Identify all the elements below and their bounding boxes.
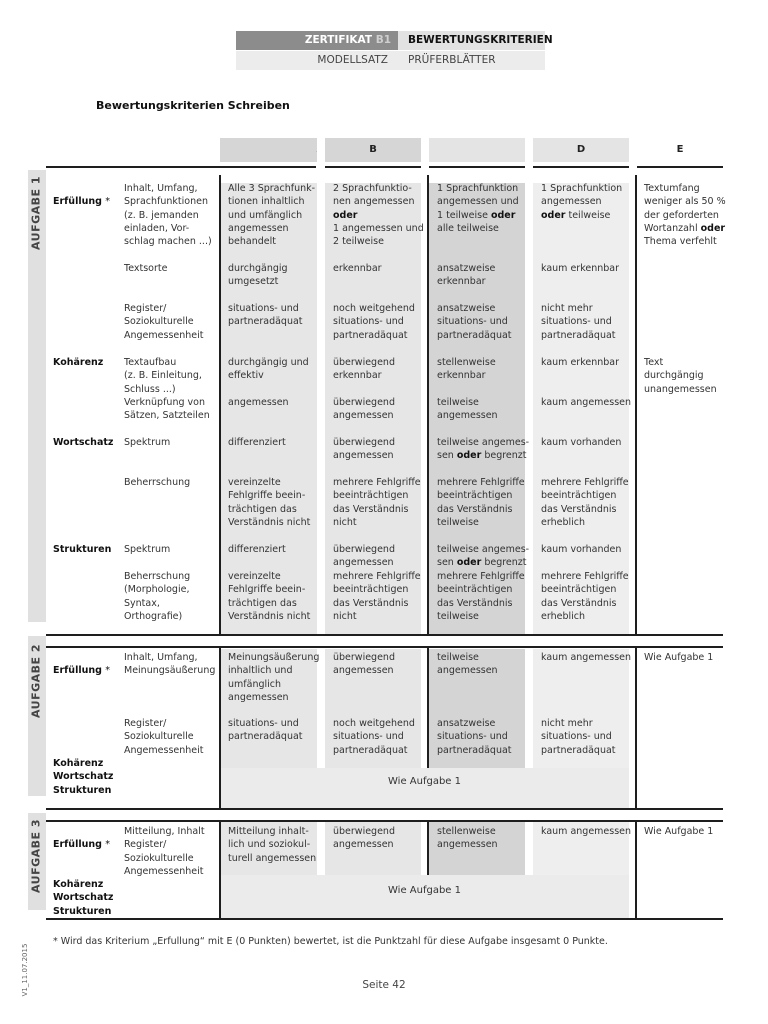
a2-inhalt-label: Inhalt, Umfang, Meinungsäußerung (124, 652, 216, 677)
rule-a3-top (46, 820, 723, 822)
a1-register-a: situations- und partneradäquat (228, 303, 303, 328)
a1-st-spektrum-a: differenziert (228, 544, 286, 555)
a1-st-beherrschung-b: mehrere Fehlgriffe beeinträchtigen das Verständnis nicht (333, 571, 421, 622)
criterion-kohaerenz: Kohärenz (53, 357, 104, 368)
a1-st-spektrum-d: kaum vorhanden (541, 544, 622, 555)
a1-textsorte-a: durchgängig umgesetzt (228, 263, 288, 288)
a1-erfuellung-inhalt-d: 1 Sprachfunktion angemessen oder teilweise (541, 183, 623, 221)
a1-st-spektrum-b: überwiegend angemessen (333, 544, 395, 569)
a1-erfuellung-inhalt-c: 1 Sprachfunktion angemessen und 1 teilweise oder alle teilweise (437, 183, 519, 234)
a2-wie-aufgabe-1: Wie Aufgabe 1 (388, 776, 461, 787)
a2-inhalt-a: Meinungsäußerung inhaltlich und umfänglich angemessen (228, 652, 320, 703)
a1-st-beherrschung-c: mehrere Fehlgriffe beeinträchtigen das Verständnis teilweise (437, 571, 525, 622)
a2-criterion-erfuellung: Erfüllung * (53, 665, 110, 677)
a2-register-label: Register/ Soziokulturelle Angemessenheit (124, 718, 204, 756)
a1-st-beherrschung-d: mehrere Fehlgriffe beeinträchtigen das Verständnis erheblich (541, 571, 629, 622)
a1-ws-beherrschung-b: mehrere Fehlgriffe beeinträchtigen das Verständnis nicht (333, 477, 421, 528)
a3-mitteilung-e: Wie Aufgabe 1 (644, 826, 714, 837)
a1-register-c: ansatzweise situations- und partneradäquat (437, 303, 512, 341)
a1-ws-beherrschung-a: vereinzelte Fehlgriffe beein- trächtigen das Verständnis nicht (228, 477, 311, 528)
column-header-d: D (533, 138, 629, 162)
a1-verknuepfung-d: kaum angemessen (541, 397, 632, 408)
a3-rest-criteria: Kohärenz Wortschatz Strukturen (53, 879, 114, 917)
a2-inhalt-e: Wie Aufgabe 1 (644, 652, 714, 663)
page-number: Seite 42 (362, 979, 406, 991)
rule-a2-top (46, 646, 723, 648)
aufgabe3-label: AUFGABE 3 (29, 818, 43, 894)
a1-st-beherrschung-a: vereinzelte Fehlgriffe beein- trächtigen das Verständnis nicht (228, 571, 311, 622)
a2-register-a: situations- und partneradäquat (228, 718, 303, 743)
aufgabe2-label: AUFGABE 2 (29, 643, 43, 719)
a1-erfuellung-inhalt-label: Inhalt, Umfang, Sprachfunktionen (z. B. jemanden einladen, Vor- schlag machen ...) (124, 183, 212, 248)
a1-ws-beherrschung-c: mehrere Fehlgriffe beeinträchtigen das Verständnis teilweise (437, 477, 525, 528)
a1-verknuepfung-label: Verknüpfung von Sätzen, Satzteilen (124, 397, 210, 422)
a1-textsorte-d: kaum erkennbar (541, 263, 620, 274)
a1-st-spektrum-label: Spektrum (124, 544, 171, 555)
a1-ws-spektrum-c: teilweise angemes- sen oder begrenzt (437, 437, 530, 462)
criterion-wortschatz: Wortschatz (53, 437, 114, 448)
a1-verknuepfung-b: überwiegend angemessen (333, 397, 395, 422)
header-prueferblaetter: PRÜFERBLÄTTER (398, 51, 545, 70)
a2-rest-criteria: Kohärenz Wortschatz Strukturen (53, 758, 114, 796)
a1-textaufbau-b: überwiegend erkennbar (333, 357, 395, 382)
a1-register-label: Register/ Soziokulturelle Angemessenheit (124, 303, 204, 341)
a1-textaufbau-d: kaum erkennbar (541, 357, 620, 368)
a3-mitteilung-a: Mitteilung inhalt- lich und soziokul- turell angemessen (228, 826, 317, 864)
a1-ws-spektrum-d: kaum vorhanden (541, 437, 622, 448)
criterion-erfuellung: Erfüllung * (53, 196, 110, 208)
a1-textsorte-b: erkennbar (333, 263, 382, 274)
column-header-b: B (325, 138, 421, 162)
rule-a1-bottom (46, 634, 723, 636)
a1-textaufbau-a: durchgängig und effektiv (228, 357, 309, 382)
a2-inhalt-b: überwiegend angemessen (333, 652, 395, 677)
a2-inhalt-c: teilweise angemessen (437, 652, 498, 677)
a3-mitteilung-c: stellenweise angemessen (437, 826, 498, 851)
a1-erfuellung-inhalt-e: Textumfang weniger als 50 % der geforderten Wortanzahl oder Thema verfehlt (644, 183, 726, 248)
column-header-e: E (676, 144, 684, 155)
a1-erfuellung-inhalt-b: 2 Sprachfunktio- nen angemessen oder 1 angemessen und 2 teilweise (333, 183, 424, 248)
a1-ws-beherrschung-d: mehrere Fehlgriffe beeinträchtigen das Verständnis erheblich (541, 477, 629, 528)
a3-mitteilung-d: kaum angemessen (541, 826, 632, 837)
a1-textaufbau-label: Textaufbau (z. B. Einleitung, Schluss ...) (124, 357, 202, 395)
a3-mitteilung-b: überwiegend angemessen (333, 826, 395, 851)
header-bewertung: BEWERTUNGSKRITERIEN (398, 31, 545, 50)
a1-ws-spektrum-b: überwiegend angemessen (333, 437, 395, 462)
a2-inhalt-d: kaum angemessen (541, 652, 632, 663)
a1-ws-beherrschung-label: Beherrschung (124, 477, 191, 488)
criterion-strukturen: Strukturen (53, 544, 112, 555)
a1-ws-spektrum-label: Spektrum (124, 437, 171, 448)
header-modellsatz: MODELLSATZ (236, 51, 398, 70)
a2-register-c: ansatzweise situations- und partneradäquat (437, 718, 512, 756)
a3-rest-background (220, 875, 629, 918)
header-level: B1 (375, 34, 391, 46)
a1-register-b: noch weitgehend situations- und partneradäquat (333, 303, 415, 341)
a1-ws-spektrum-a: differenziert (228, 437, 286, 448)
a2-rest-background (220, 768, 629, 808)
a1-register-d: nicht mehr situations- und partneradäquat (541, 303, 616, 341)
a1-textaufbau-c: stellenweise erkennbar (437, 357, 496, 382)
header-zertifikat: ZERTIFIKAT (304, 34, 373, 46)
a1-erfuellung-inhalt-a: Alle 3 Sprachfunk- tionen inhaltlich und umfänglich angemessen behandelt (228, 183, 316, 248)
a1-textsorte-c: ansatzweise erkennbar (437, 263, 496, 288)
a1-verknuepfung-c: teilweise angemessen (437, 397, 498, 422)
a1-kohaerenz-e: Text durchgängig unangemessen (644, 357, 717, 395)
version-label: V1_11.07.2015 (21, 943, 29, 997)
a3-wie-aufgabe-1: Wie Aufgabe 1 (388, 885, 461, 896)
page-title: Bewertungskriterien Schreiben (96, 99, 290, 112)
a2-register-d: nicht mehr situations- und partneradäquat (541, 718, 616, 756)
rule-left-a1 (219, 175, 221, 635)
a3-criterion-erfuellung: Erfüllung * (53, 839, 110, 851)
rule-a2-bottom (46, 808, 723, 810)
a3-mitteilung-label: Mitteilung, Inhalt Register/ Soziokulturelle Angemessenheit (124, 826, 205, 877)
a2-register-b: noch weitgehend situations- und partneradäquat (333, 718, 415, 756)
footnote: * Wird das Kriterium „Erfullung“ mit E (0 Punkten) bewertet, ist die Punktzahl für diese Aufgabe insgesamt 0 Punkte. (53, 936, 608, 947)
aufgabe1-label: AUFGABE 1 (29, 175, 43, 251)
a1-textsorte-label: Textsorte (124, 263, 168, 274)
a1-st-spektrum-c: teilweise angemes- sen oder begrenzt (437, 544, 530, 569)
rule-header-top (46, 166, 316, 168)
header-zertifikat-cell (236, 31, 398, 50)
a1-verknuepfung-a: angemessen (228, 397, 289, 408)
a1-st-beherrschung-label: Beherrschung (Morphologie, Syntax, Orthografie) (124, 571, 191, 622)
rule-a3-bottom (46, 918, 723, 920)
